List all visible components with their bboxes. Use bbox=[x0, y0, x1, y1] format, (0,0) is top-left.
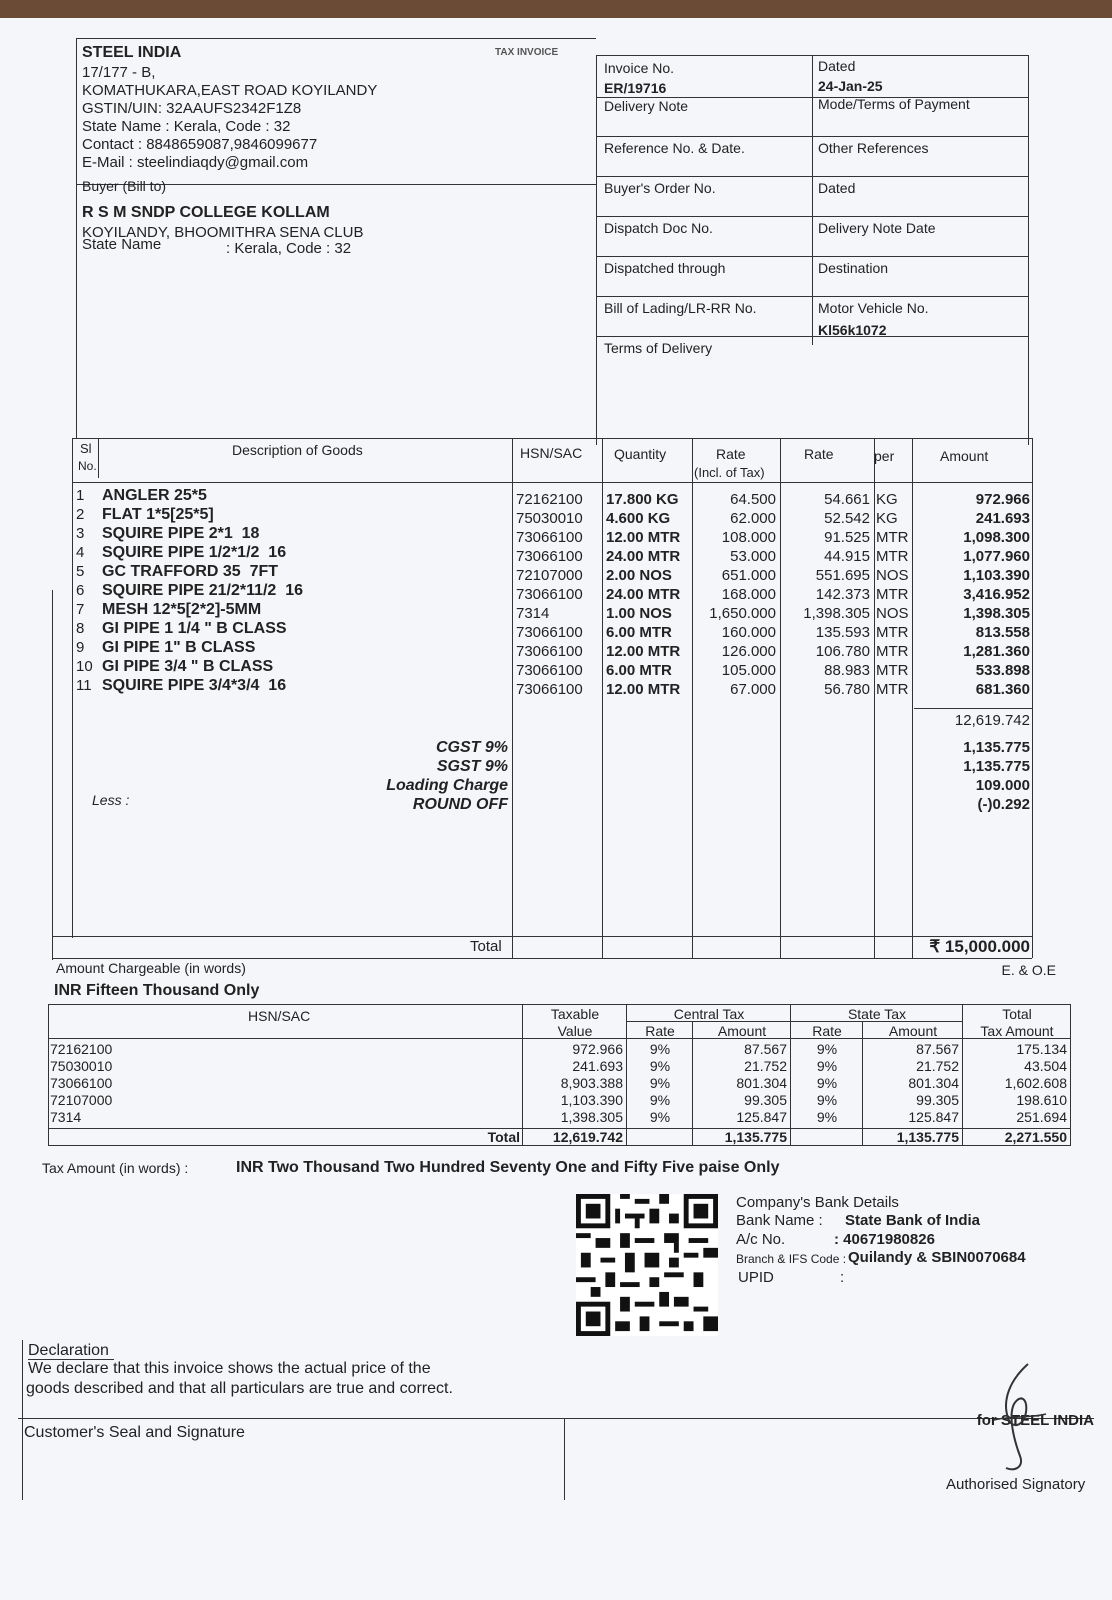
amount-words-label: Amount Chargeable (in words) bbox=[56, 960, 246, 976]
tax-taxable: 8,903.388 bbox=[560, 1075, 623, 1091]
tax-col-taxable bbox=[626, 1004, 627, 1146]
total-tax-header-2: Tax Amount bbox=[980, 1023, 1054, 1039]
delivery-note-label: Delivery Note bbox=[604, 98, 689, 114]
item-rate-incl: 160.000 bbox=[721, 624, 776, 641]
item-description: GI PIPE 3/4 " B CLASS bbox=[102, 658, 274, 675]
tax-top bbox=[48, 1004, 1070, 1005]
amount-header: Amount bbox=[940, 448, 989, 464]
tax-camt-column bbox=[694, 1041, 787, 1126]
total-label: Total bbox=[470, 938, 502, 955]
tax-hsn-column bbox=[50, 1041, 250, 1126]
state-amount-header: Amount bbox=[888, 1023, 938, 1039]
motor-vehicle-label: Motor Vehicle No. bbox=[818, 300, 929, 316]
item-description: GC TRAFFORD 35 7FT bbox=[102, 563, 279, 580]
tax-taxable: 1,103.390 bbox=[560, 1092, 623, 1108]
declaration-title: Declaration bbox=[28, 1342, 109, 1359]
item-hsn: 73066100 bbox=[516, 586, 583, 603]
dispatched-through-label: Dispatched through bbox=[604, 260, 726, 276]
rate-incl-header-1: Rate bbox=[716, 446, 746, 462]
tax-total-taxable: 12,619.742 bbox=[552, 1129, 623, 1145]
meta-row-line bbox=[596, 176, 1028, 177]
top-border bbox=[76, 38, 596, 39]
tax-central-amount: 87.567 bbox=[744, 1041, 787, 1057]
item-hsn: 7314 bbox=[516, 605, 550, 622]
bank-name-label: Bank Name : bbox=[736, 1212, 823, 1229]
tax-total-label: Total bbox=[487, 1129, 520, 1145]
tax-taxable: 1,398.305 bbox=[560, 1109, 623, 1125]
description-header: Description of Goods bbox=[232, 442, 363, 458]
items-rate-column bbox=[782, 490, 870, 699]
item-rate: 142.373 bbox=[815, 586, 870, 603]
item-rate: 56.780 bbox=[824, 681, 870, 698]
customer-seal-label: Customer's Seal and Signature bbox=[24, 1424, 245, 1441]
tax-state-rate: 9% bbox=[816, 1092, 838, 1108]
tax-central-amount: 125.847 bbox=[736, 1109, 787, 1125]
dispatch-doc-label: Dispatch Doc No. bbox=[604, 220, 713, 236]
tax-total-amount: 251.694 bbox=[1016, 1109, 1067, 1125]
charge-label: CGST 9% bbox=[435, 739, 508, 756]
item-description: FLAT 1*5[25*5] bbox=[102, 506, 214, 523]
meta-row-line bbox=[596, 256, 1028, 257]
item-rate-incl: 126.000 bbox=[721, 643, 776, 660]
tax-total-total: 2,271.550 bbox=[1004, 1129, 1067, 1145]
item-amount: 533.898 bbox=[975, 662, 1030, 679]
tax-state-rate: 9% bbox=[816, 1109, 838, 1125]
item-hsn: 75030010 bbox=[516, 510, 583, 527]
item-sl: 2 bbox=[76, 506, 85, 523]
meta-left-border bbox=[596, 55, 597, 445]
tax-central-amount: 801.304 bbox=[736, 1075, 787, 1091]
charge-amount: 1,135.775 bbox=[963, 739, 1030, 756]
item-rate: 88.983 bbox=[824, 662, 870, 679]
tax-total-column bbox=[964, 1041, 1067, 1126]
tax-samt-column bbox=[864, 1041, 959, 1126]
state-tax-header: State Tax bbox=[847, 1006, 907, 1022]
authorised-signatory: Authorised Signatory bbox=[946, 1476, 1086, 1493]
item-quantity: 17.800 KG bbox=[606, 491, 679, 508]
buyer-state-value: : Kerala, Code : 32 bbox=[226, 240, 352, 257]
seller-state: State Name : Kerala, Code : 32 bbox=[82, 118, 291, 135]
dated2-label: Dated bbox=[818, 180, 856, 196]
buyer-label: Buyer (Bill to) bbox=[82, 178, 167, 194]
item-rate: 1,398.305 bbox=[803, 605, 870, 622]
item-per: MTR bbox=[876, 643, 909, 660]
item-quantity: 24.00 MTR bbox=[606, 548, 681, 565]
item-sl: 11 bbox=[76, 677, 92, 694]
buyer-state-label: State Name bbox=[82, 236, 162, 253]
item-description: SQUIRE PIPE 3/4*3/4 16 bbox=[102, 677, 287, 694]
charge-amount: (-)0.292 bbox=[977, 796, 1030, 813]
meta-row-line bbox=[596, 336, 1028, 337]
tax-total-state: 1,135.775 bbox=[896, 1129, 959, 1145]
seller-name: STEEL INDIA bbox=[82, 44, 182, 61]
tax-central-rate: 9% bbox=[649, 1109, 671, 1125]
item-description: MESH 12*5[2*2]-5MM bbox=[102, 601, 262, 618]
quantity-header: Quantity bbox=[614, 446, 667, 462]
items-desc-column bbox=[102, 486, 502, 695]
invoice-no: ER/19716 bbox=[604, 80, 667, 96]
meta-row-line bbox=[596, 296, 1028, 297]
tax-left bbox=[48, 1004, 49, 1146]
delivery-note-date-label: Delivery Note Date bbox=[818, 220, 936, 236]
reference-label: Reference No. & Date. bbox=[604, 140, 745, 156]
item-quantity: 12.00 MTR bbox=[606, 643, 681, 660]
item-per: KG bbox=[876, 510, 898, 527]
dated-label: Dated bbox=[818, 58, 856, 74]
tax-state-amount: 125.847 bbox=[908, 1109, 959, 1125]
qr-code-icon bbox=[576, 1194, 718, 1336]
tax-state-amount: 99.305 bbox=[916, 1092, 959, 1108]
tax-hsn: 73066100 bbox=[50, 1075, 113, 1091]
subtotal-line bbox=[914, 708, 1032, 709]
bank-name: State Bank of India bbox=[845, 1212, 981, 1229]
declaration-left bbox=[22, 1340, 23, 1500]
item-hsn: 73066100 bbox=[516, 681, 583, 698]
item-description: GI PIPE 1 1/4 " B CLASS bbox=[102, 620, 287, 637]
tax-hsn: 75030010 bbox=[50, 1058, 113, 1074]
tax-central-amount: 21.752 bbox=[744, 1058, 787, 1074]
item-amount: 1,103.390 bbox=[963, 567, 1030, 584]
meta-row-line bbox=[596, 136, 1028, 137]
declaration-line-2: goods described and that all particulars are true and correct. bbox=[26, 1380, 453, 1397]
tax-central-rate: 9% bbox=[649, 1092, 671, 1108]
item-rate: 91.525 bbox=[824, 529, 870, 546]
meta-mid-border bbox=[812, 55, 813, 345]
state-rate-header: Rate bbox=[812, 1023, 842, 1039]
item-amount: 1,398.305 bbox=[963, 605, 1030, 622]
tax-state-rate: 9% bbox=[816, 1041, 838, 1057]
item-rate-incl: 62.000 bbox=[730, 510, 776, 527]
bank-title: Company's Bank Details bbox=[736, 1194, 899, 1211]
item-quantity: 6.00 MTR bbox=[606, 624, 672, 641]
col-line-sl bbox=[98, 438, 99, 478]
item-amount: 813.558 bbox=[975, 624, 1030, 641]
item-amount: 3,416.952 bbox=[963, 586, 1030, 603]
col-line-rate-incl bbox=[780, 438, 781, 958]
item-amount: 1,281.360 bbox=[963, 643, 1030, 660]
item-rate-incl: 651.000 bbox=[721, 567, 776, 584]
tax-state-amount: 801.304 bbox=[908, 1075, 959, 1091]
dated: 24-Jan-25 bbox=[818, 78, 883, 94]
tax-hsn: 72162100 bbox=[50, 1041, 113, 1057]
tax-taxable-header-1: Taxable bbox=[550, 1006, 600, 1022]
item-rate-incl: 168.000 bbox=[721, 586, 776, 603]
tax-central-rate: 9% bbox=[649, 1058, 671, 1074]
tax-col-samt bbox=[962, 1004, 963, 1146]
charges-amounts bbox=[914, 738, 1030, 814]
item-hsn: 72162100 bbox=[516, 491, 583, 508]
items-right-border bbox=[1032, 438, 1033, 958]
items-left-border bbox=[72, 438, 73, 938]
amount-words: INR Fifteen Thousand Only bbox=[54, 982, 260, 999]
item-hsn: 72107000 bbox=[516, 567, 583, 584]
tax-total-amount: 1,602.608 bbox=[1004, 1075, 1067, 1091]
item-quantity: 6.00 MTR bbox=[606, 662, 672, 679]
item-rate: 54.661 bbox=[824, 491, 870, 508]
item-hsn: 73066100 bbox=[516, 548, 583, 565]
tax-taxable-column bbox=[524, 1041, 623, 1126]
hsn-header: HSN/SAC bbox=[520, 445, 583, 461]
less-label: Less : bbox=[92, 792, 130, 808]
item-description: GI PIPE 1" B CLASS bbox=[102, 639, 256, 656]
col-line-desc bbox=[512, 438, 513, 958]
tax-crate-column bbox=[628, 1041, 692, 1126]
item-rate-incl: 108.000 bbox=[721, 529, 776, 546]
charge-amount: 1,135.775 bbox=[963, 758, 1030, 775]
tax-total-amount: 175.134 bbox=[1016, 1041, 1067, 1057]
tax-central-rate: 9% bbox=[649, 1075, 671, 1091]
branch-ifsc: Quilandy & SBIN0070684 bbox=[848, 1249, 1026, 1266]
tax-taxable: 241.693 bbox=[572, 1058, 623, 1074]
charge-amount: 109.000 bbox=[975, 777, 1030, 794]
account-label: A/c No. bbox=[736, 1231, 786, 1248]
item-per: MTR bbox=[876, 586, 909, 603]
signature-divider bbox=[564, 1418, 565, 1500]
item-per: MTR bbox=[876, 681, 909, 698]
item-rate: 135.593 bbox=[815, 624, 870, 641]
item-sl: 9 bbox=[76, 639, 85, 656]
tax-words: INR Two Thousand Two Hundred Seventy One and Fifty Five paise Only bbox=[236, 1159, 780, 1176]
total-tax-header-1: Total bbox=[1002, 1006, 1032, 1022]
item-description: SQUIRE PIPE 21/2*11/2 16 bbox=[102, 582, 304, 599]
item-quantity: 12.00 MTR bbox=[606, 529, 681, 546]
tax-col-crate bbox=[692, 1021, 693, 1146]
central-amount-header: Amount bbox=[717, 1023, 767, 1039]
items-rate-incl-column bbox=[694, 490, 776, 699]
tax-total-amount: 198.610 bbox=[1016, 1092, 1067, 1108]
rate-incl-header-2: (Incl. of Tax) bbox=[694, 465, 765, 480]
tax-words-label: Tax Amount (in words) : bbox=[42, 1160, 189, 1176]
tax-state-amount: 21.752 bbox=[916, 1058, 959, 1074]
item-description: SQUIRE PIPE 2*1 18 bbox=[102, 525, 260, 542]
item-sl: 10 bbox=[76, 658, 93, 675]
item-per: KG bbox=[876, 491, 898, 508]
upid-label: UPID bbox=[738, 1269, 774, 1286]
central-rate-header: Rate bbox=[645, 1023, 675, 1039]
item-sl: 7 bbox=[76, 601, 85, 618]
upid-value: : bbox=[840, 1269, 845, 1286]
item-sl: 3 bbox=[76, 525, 85, 542]
item-amount: 681.360 bbox=[975, 681, 1030, 698]
other-references-label: Other References bbox=[818, 140, 929, 156]
items-qty-column bbox=[606, 490, 692, 699]
subtotal-amount: 12,619.742 bbox=[954, 712, 1030, 729]
tax-hsn: 72107000 bbox=[50, 1092, 113, 1108]
buyer-address: KOYILANDY, BHOOMITHRA SENA CLUB bbox=[82, 224, 364, 241]
items-amount-column bbox=[914, 490, 1030, 699]
item-rate: 52.542 bbox=[824, 510, 870, 527]
buyers-order-label: Buyer's Order No. bbox=[604, 180, 716, 196]
header-partial: TAX INVOICE bbox=[495, 47, 559, 58]
item-per: MTR bbox=[876, 529, 909, 546]
tax-col-camt bbox=[790, 1004, 791, 1146]
item-hsn: 73066100 bbox=[516, 529, 583, 546]
tax-central-rate: 9% bbox=[649, 1041, 671, 1057]
items-left-border-lower bbox=[52, 590, 53, 960]
charge-label: ROUND OFF bbox=[412, 796, 508, 813]
rate-header: Rate bbox=[804, 446, 834, 462]
item-quantity: 12.00 MTR bbox=[606, 681, 681, 698]
seller-contact: Contact : 8848659087,9846099677 bbox=[82, 136, 318, 153]
items-top-border bbox=[72, 438, 1032, 439]
sl-header-2: No. bbox=[78, 459, 97, 473]
tax-central-amount: 99.305 bbox=[744, 1092, 787, 1108]
item-per: NOS bbox=[876, 605, 909, 622]
item-description: SQUIRE PIPE 1/2*1/2 16 bbox=[102, 544, 287, 561]
tax-state-amount: 87.567 bbox=[916, 1041, 959, 1057]
tax-hsn-header: HSN/SAC bbox=[248, 1008, 311, 1024]
item-rate-incl: 1,650.000 bbox=[709, 605, 776, 622]
account-number: : 40671980826 bbox=[834, 1231, 935, 1248]
signature-icon bbox=[980, 1360, 1060, 1480]
tax-total-central: 1,135.775 bbox=[724, 1129, 787, 1145]
item-hsn: 73066100 bbox=[516, 624, 583, 641]
branch-label: Branch & IFS Code : bbox=[736, 1252, 847, 1266]
item-rate-incl: 53.000 bbox=[730, 548, 776, 565]
total-row-bottom bbox=[52, 958, 1032, 959]
item-amount: 972.966 bbox=[975, 491, 1030, 508]
item-rate: 106.780 bbox=[815, 643, 870, 660]
tax-col-hsn bbox=[522, 1004, 523, 1146]
seller-line: 17/177 - B, bbox=[82, 64, 156, 81]
tax-hsn: 7314 bbox=[50, 1109, 82, 1125]
item-per: MTR bbox=[876, 548, 909, 565]
col-line-rate bbox=[874, 438, 875, 958]
charge-label: Loading Charge bbox=[386, 777, 508, 794]
col-line-per bbox=[912, 438, 913, 958]
tax-taxable-header-2: Value bbox=[557, 1023, 593, 1039]
buyer-name: R S M SNDP COLLEGE KOLLAM bbox=[82, 204, 330, 221]
item-amount: 1,077.960 bbox=[963, 548, 1030, 565]
item-hsn: 73066100 bbox=[516, 662, 583, 679]
item-amount: 241.693 bbox=[975, 510, 1030, 527]
item-quantity: 2.00 NOS bbox=[606, 567, 672, 584]
motor-vehicle-no: Kl56k1072 bbox=[818, 322, 887, 338]
item-rate-incl: 64.500 bbox=[730, 491, 776, 508]
eoe: E. & O.E bbox=[1001, 962, 1056, 978]
item-rate-incl: 67.000 bbox=[730, 681, 776, 698]
tax-state-rate: 9% bbox=[816, 1075, 838, 1091]
items-header-bottom bbox=[72, 482, 1032, 483]
item-quantity: 1.00 NOS bbox=[606, 605, 672, 622]
item-sl: 6 bbox=[76, 582, 85, 599]
total-amount: ₹ 15,000.000 bbox=[929, 937, 1030, 956]
item-sl: 5 bbox=[76, 563, 85, 580]
tax-taxable: 972.966 bbox=[572, 1041, 623, 1057]
items-hsn-column bbox=[516, 490, 600, 699]
item-per: MTR bbox=[876, 624, 909, 641]
for-company: for STEEL INDIA bbox=[976, 1412, 1094, 1429]
tax-total-amount: 43.504 bbox=[1024, 1058, 1067, 1074]
items-per-column bbox=[876, 490, 912, 699]
tax-srate-column bbox=[792, 1041, 862, 1126]
bill-of-lading-label: Bill of Lading/LR-RR No. bbox=[604, 300, 757, 316]
terms-of-delivery-label: Terms of Delivery bbox=[604, 340, 713, 356]
mode-terms-label: Mode/Terms of Payment bbox=[818, 96, 970, 112]
item-sl: 4 bbox=[76, 544, 85, 561]
meta-row-line bbox=[596, 216, 1028, 217]
tax-right bbox=[1070, 1004, 1071, 1146]
central-tax-header: Central Tax bbox=[673, 1006, 745, 1022]
meta-right-border bbox=[1028, 55, 1029, 445]
seller-gstin: GSTIN/UIN: 32AAUFS2342F1Z8 bbox=[82, 100, 302, 117]
destination-label: Destination bbox=[818, 260, 889, 276]
item-sl: 1 bbox=[76, 487, 85, 504]
item-rate-incl: 105.000 bbox=[721, 662, 776, 679]
items-sl-column bbox=[76, 486, 96, 695]
item-sl: 8 bbox=[76, 620, 85, 637]
item-quantity: 4.600 KG bbox=[606, 510, 671, 527]
col-line-qty bbox=[692, 438, 693, 958]
col-line-hsn bbox=[602, 438, 603, 958]
per-header: per bbox=[874, 448, 895, 464]
charge-label: SGST 9% bbox=[436, 758, 508, 775]
seller-line: KOMATHUKARA,EAST ROAD KOYILANDY bbox=[82, 82, 378, 99]
seller-email: E-Mail : steelindiaqdy@gmail.com bbox=[82, 154, 309, 171]
item-quantity: 24.00 MTR bbox=[606, 586, 681, 603]
item-rate: 44.915 bbox=[824, 548, 870, 565]
item-amount: 1,098.300 bbox=[963, 529, 1030, 546]
item-per: NOS bbox=[876, 567, 909, 584]
charges-labels bbox=[310, 738, 508, 814]
outer-left-border bbox=[76, 38, 77, 438]
tax-state-rate: 9% bbox=[816, 1058, 838, 1074]
item-per: MTR bbox=[876, 662, 909, 679]
item-description: ANGLER 25*5 bbox=[102, 487, 207, 504]
declaration-line-1: We declare that this invoice shows the actual price of the bbox=[28, 1360, 431, 1377]
tax-col-srate bbox=[862, 1021, 863, 1146]
item-rate: 551.695 bbox=[815, 567, 870, 584]
item-hsn: 73066100 bbox=[516, 643, 583, 660]
total-row-top bbox=[52, 936, 1032, 937]
sl-header-1: Sl bbox=[80, 441, 92, 456]
invoice-no-label: Invoice No. bbox=[604, 60, 675, 76]
